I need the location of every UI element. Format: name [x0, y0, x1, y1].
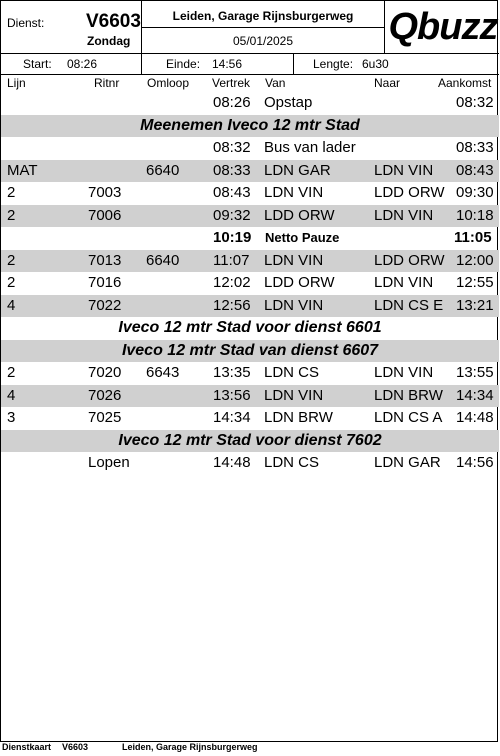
cell-vertrek: 08:26 — [213, 94, 251, 111]
cell-vertrek: 08:43 — [213, 184, 251, 201]
cell-aankomst: 08:32 — [456, 94, 494, 111]
pause-vertrek: 10:19 — [213, 229, 252, 246]
trip-row — [1, 160, 499, 183]
trip-row — [1, 137, 499, 160]
cell-vertrek: 14:48 — [213, 454, 251, 471]
cell-aankomst: 09:30 — [456, 184, 494, 201]
cell-van: LDN BRW — [264, 409, 333, 426]
pause-van: Netto Pauze — [265, 230, 340, 245]
cell-van: Bus van lader — [264, 139, 356, 156]
footer-dienst: V6603 — [62, 742, 89, 752]
cell-ritnr: 7006 — [88, 206, 122, 224]
start-label: Start: — [23, 57, 52, 71]
vehicle-banner — [1, 317, 499, 340]
banner-text: Iveco 12 mtr Stad voor dienst 6601 — [118, 319, 382, 336]
trip-row — [1, 182, 499, 205]
cell-aankomst: 08:43 — [456, 161, 494, 179]
cell-naar: LDN VIN — [374, 274, 434, 291]
dienst-label: Dienst: — [7, 16, 45, 30]
trip-row — [1, 385, 499, 408]
cell-vertrek: 13:56 — [213, 386, 251, 404]
qbuzz-logo: Qbuzz — [388, 6, 498, 48]
cell-ritnr: 7025 — [88, 409, 122, 426]
cell-ritnr: 7020 — [88, 364, 122, 381]
cell-ritnr: 7016 — [88, 274, 122, 291]
footer-label: Dienstkaart — [2, 742, 52, 752]
cell-lijn: 4 — [7, 296, 16, 314]
cell-lijn: 2 — [7, 184, 16, 201]
cell-omloop: 6643 — [146, 364, 180, 381]
col-omloop: Omloop — [147, 76, 190, 90]
start-time: 08:26 — [67, 57, 98, 71]
cell-aankomst: 12:00 — [456, 251, 494, 269]
cell-van: LDD ORW — [264, 274, 335, 291]
trip-row — [1, 362, 499, 385]
cell-aankomst: 13:55 — [456, 364, 494, 381]
cell-naar: LDN GAR — [374, 454, 441, 471]
trip-list — [1, 92, 499, 475]
cell-aankomst: 14:34 — [456, 386, 494, 404]
end-time: 14:56 — [212, 57, 243, 71]
length-label: Lengte: — [313, 57, 354, 71]
pause-aankomst: 11:05 — [454, 229, 492, 246]
col-lijn: Lijn — [7, 76, 26, 90]
col-vertrek: Vertrek — [212, 76, 251, 90]
banner-text: Iveco 12 mtr Stad van dienst 6607 — [121, 341, 379, 359]
footer-location: Leiden, Garage Rijnsburgerweg — [122, 742, 258, 752]
cell-van: LDN CS — [264, 364, 320, 381]
cell-vertrek: 12:56 — [213, 296, 251, 314]
cell-van: Opstap — [264, 94, 313, 111]
cell-aankomst: 12:55 — [456, 274, 494, 291]
service-date: 05/01/2025 — [232, 34, 294, 48]
cell-lijn: 4 — [7, 386, 16, 404]
cell-lijn: 3 — [7, 409, 16, 426]
cell-vertrek: 09:32 — [213, 206, 251, 224]
vehicle-banner — [1, 340, 499, 363]
cell-vertrek: 08:32 — [213, 139, 251, 156]
day-label: Zondag — [87, 34, 131, 48]
cell-lijn: 2 — [7, 251, 16, 269]
trip-row — [1, 205, 499, 228]
end-label: Einde: — [166, 57, 201, 71]
cell-aankomst: 08:33 — [456, 139, 494, 156]
cell-lijn: 2 — [7, 206, 16, 224]
cell-omloop: 6640 — [146, 251, 180, 269]
col-naar: Naar — [374, 76, 401, 90]
cell-naar: LDN BRW — [374, 386, 443, 404]
trip-row — [1, 250, 499, 273]
cell-aankomst: 14:48 — [456, 409, 494, 426]
cell-aankomst: 13:21 — [456, 296, 494, 314]
cell-vertrek: 12:02 — [213, 274, 251, 291]
cell-ritnr: 7022 — [88, 296, 122, 314]
cell-van: LDN VIN — [264, 296, 324, 314]
cell-van: LDN VIN — [264, 386, 324, 404]
cell-van: LDD ORW — [264, 206, 335, 224]
pause-row — [1, 227, 499, 250]
header — [1, 1, 499, 74]
cell-naar: LDD ORW — [374, 184, 445, 201]
cell-naar: LDN VIN — [374, 161, 434, 179]
column-header-row — [1, 74, 499, 92]
cell-vertrek: 11:07 — [213, 251, 250, 269]
trip-row — [1, 295, 499, 318]
col-aankomst: Aankomst — [438, 76, 492, 90]
cell-ritnr: 7013 — [88, 251, 122, 269]
trip-row — [1, 272, 499, 295]
trip-row — [1, 452, 499, 475]
trip-row — [1, 92, 499, 115]
banner-text: Iveco 12 mtr Stad voor dienst 7602 — [118, 431, 382, 449]
cell-naar: LDD ORW — [374, 251, 445, 269]
cell-ritnr: Lopen — [88, 454, 130, 471]
cell-aankomst: 10:18 — [456, 206, 494, 224]
cell-ritnr: 7003 — [88, 184, 122, 201]
cell-naar: LDN CS E — [374, 296, 444, 314]
dienst-number: V6603 — [86, 11, 141, 32]
vehicle-banner — [1, 115, 499, 138]
cell-naar: LDN VIN — [374, 364, 434, 381]
banner-text: Meenemen Iveco 12 mtr Stad — [140, 116, 360, 134]
cell-vertrek: 14:34 — [213, 409, 251, 426]
cell-lijn: 2 — [7, 364, 16, 381]
vehicle-banner — [1, 430, 499, 453]
cell-naar: LDN CS A — [374, 409, 443, 426]
trip-row — [1, 407, 499, 430]
cell-van: LDN CS — [264, 454, 320, 471]
cell-ritnr: 7026 — [88, 386, 122, 404]
garage-location: Leiden, Garage Rijnsburgerweg — [172, 9, 354, 23]
cell-naar: LDN VIN — [374, 206, 434, 224]
cell-van: LDN GAR — [264, 161, 331, 179]
cell-lijn: MAT — [7, 161, 38, 179]
col-ritnr: Ritnr — [94, 76, 120, 90]
cell-lijn: 2 — [7, 274, 16, 291]
cell-aankomst: 14:56 — [456, 454, 494, 471]
cell-van: LDN VIN — [264, 184, 324, 201]
cell-van: LDN VIN — [264, 251, 324, 269]
cell-vertrek: 13:35 — [213, 364, 251, 381]
length-value: 6u30 — [362, 57, 389, 71]
cell-vertrek: 08:33 — [213, 161, 251, 179]
col-van: Van — [265, 76, 286, 90]
cell-omloop: 6640 — [146, 161, 180, 179]
